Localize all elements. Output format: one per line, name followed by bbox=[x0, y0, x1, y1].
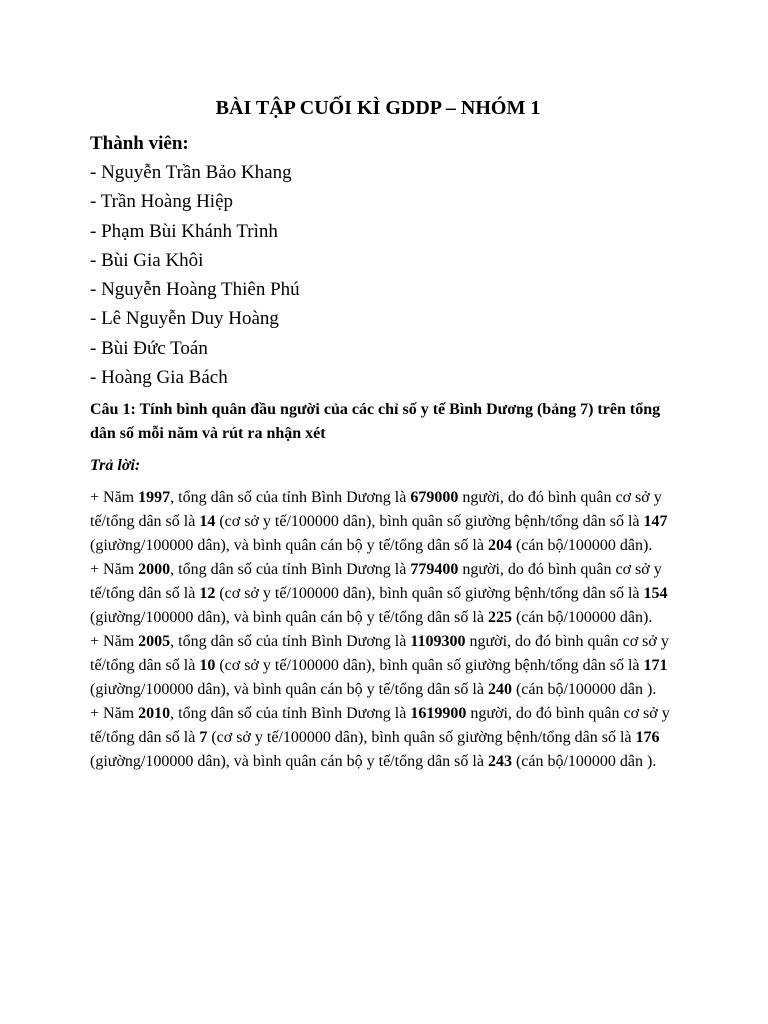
answer-population: 1619900 bbox=[410, 705, 467, 723]
answer-text: , tổng dân số của tỉnh Bình Dương là bbox=[170, 705, 411, 723]
answer-text: (cơ sở y tế/100000 dân), bình quân số giường bệnh/tổng dân số là bbox=[207, 729, 636, 747]
answer-staff: 240 bbox=[487, 681, 512, 699]
answer-facilities: 14 bbox=[199, 513, 216, 531]
answer-population: 1109300 bbox=[410, 633, 466, 651]
answer-paragraph bbox=[90, 558, 680, 630]
answer-text: (cán bộ/100000 dân). bbox=[511, 609, 653, 627]
answer-text: + Năm bbox=[90, 561, 139, 579]
answer-population: 679000 bbox=[410, 489, 459, 507]
answer-text: (cơ sở y tế/100000 dân), bình quân số giường bệnh/tổng dân số là bbox=[215, 585, 644, 603]
answer-text: (cơ sở y tế/100000 dân), bình quân số giường bệnh/tổng dân số là bbox=[215, 657, 644, 675]
member-item: - Nguyễn Hoàng Thiên Phú bbox=[90, 279, 300, 301]
answer-year: 2000 bbox=[138, 561, 171, 579]
answer-text: (cơ sở y tế/100000 dân), bình quân số giường bệnh/tổng dân số là bbox=[215, 513, 644, 531]
answer-label: Trả lời: bbox=[90, 457, 141, 475]
answer-text: + Năm bbox=[90, 489, 139, 507]
member-item: - Trần Hoàng Hiệp bbox=[90, 191, 234, 213]
answer-staff: 243 bbox=[487, 753, 512, 771]
answer-text: , tổng dân số của tỉnh Bình Dương là bbox=[170, 489, 411, 507]
answer-text: (giường/100000 dân), và bình quân cán bộ y tế/tổng dân số là bbox=[90, 609, 488, 627]
member-item: - Bùi Đức Toán bbox=[90, 337, 208, 359]
member-item: - Bùi Gia Khôi bbox=[90, 249, 204, 271]
answer-beds: 171 bbox=[643, 657, 668, 675]
answer-text: (giường/100000 dân), và bình quân cán bộ y tế/tổng dân số là bbox=[90, 681, 488, 699]
answer-text: người, do đó bình quân cơ sở y tế/tổng dân số là bbox=[90, 561, 662, 603]
answer-year: 2010 bbox=[138, 705, 171, 723]
answer-text: (cán bộ/100000 dân). bbox=[511, 537, 653, 555]
answer-paragraph bbox=[90, 702, 680, 774]
answer-text: , tổng dân số của tỉnh Bình Dương là bbox=[170, 561, 411, 579]
member-item: - Hoàng Gia Bách bbox=[90, 367, 228, 389]
answer-text: người, do đó bình quân cơ sở y tế/tổng dân số là bbox=[90, 705, 670, 747]
answer-text: (giường/100000 dân), và bình quân cán bộ y tế/tổng dân số là bbox=[90, 753, 488, 771]
answers-block bbox=[90, 486, 680, 774]
members-list bbox=[90, 158, 680, 392]
answer-text: người, do đó bình quân cơ sở y tế/tổng dân số là bbox=[90, 633, 669, 675]
members-heading: Thành viên: bbox=[90, 133, 189, 154]
member-item: - Nguyễn Trần Bảo Khang bbox=[90, 162, 292, 183]
answer-text: (cán bộ/100000 dân ). bbox=[511, 681, 657, 699]
answer-text: (giường/100000 dân), và bình quân cán bộ y tế/tổng dân số là bbox=[90, 537, 488, 555]
answer-beds: 176 bbox=[635, 729, 660, 747]
answer-facilities: 12 bbox=[199, 585, 216, 603]
answer-text: người, do đó bình quân cơ sở y tế/tổng dân số là bbox=[90, 489, 662, 531]
answer-staff: 225 bbox=[487, 609, 512, 627]
question-1: Câu 1: Tính bình quân đầu người của các chỉ số y tế Bình Dương (bảng 7) trên tổng dân số mỗi năm và rút ra nhận xét bbox=[90, 401, 661, 443]
answer-text: (cán bộ/100000 dân ). bbox=[511, 753, 657, 771]
answer-paragraph bbox=[90, 486, 680, 558]
answer-facilities: 7 bbox=[199, 729, 208, 747]
member-item: - Phạm Bùi Khánh Trình bbox=[90, 220, 278, 242]
answer-year: 2005 bbox=[138, 633, 171, 651]
answer-text: + Năm bbox=[90, 633, 139, 651]
answer-year: 1997 bbox=[138, 489, 171, 507]
document-page bbox=[90, 92, 680, 774]
answer-facilities: 10 bbox=[199, 657, 216, 675]
answer-text: + Năm bbox=[90, 705, 139, 723]
answer-text: , tổng dân số của tỉnh Bình Dương là bbox=[170, 633, 411, 651]
document-title: BÀI TẬP CUỐI KÌ GDDP – NHÓM 1 bbox=[215, 97, 541, 119]
answer-population: 779400 bbox=[410, 561, 459, 579]
answer-staff: 204 bbox=[487, 537, 512, 555]
answer-beds: 154 bbox=[643, 585, 668, 603]
answer-beds: 147 bbox=[643, 513, 668, 531]
member-item: - Lê Nguyễn Duy Hoàng bbox=[90, 308, 279, 330]
answer-paragraph bbox=[90, 630, 680, 702]
